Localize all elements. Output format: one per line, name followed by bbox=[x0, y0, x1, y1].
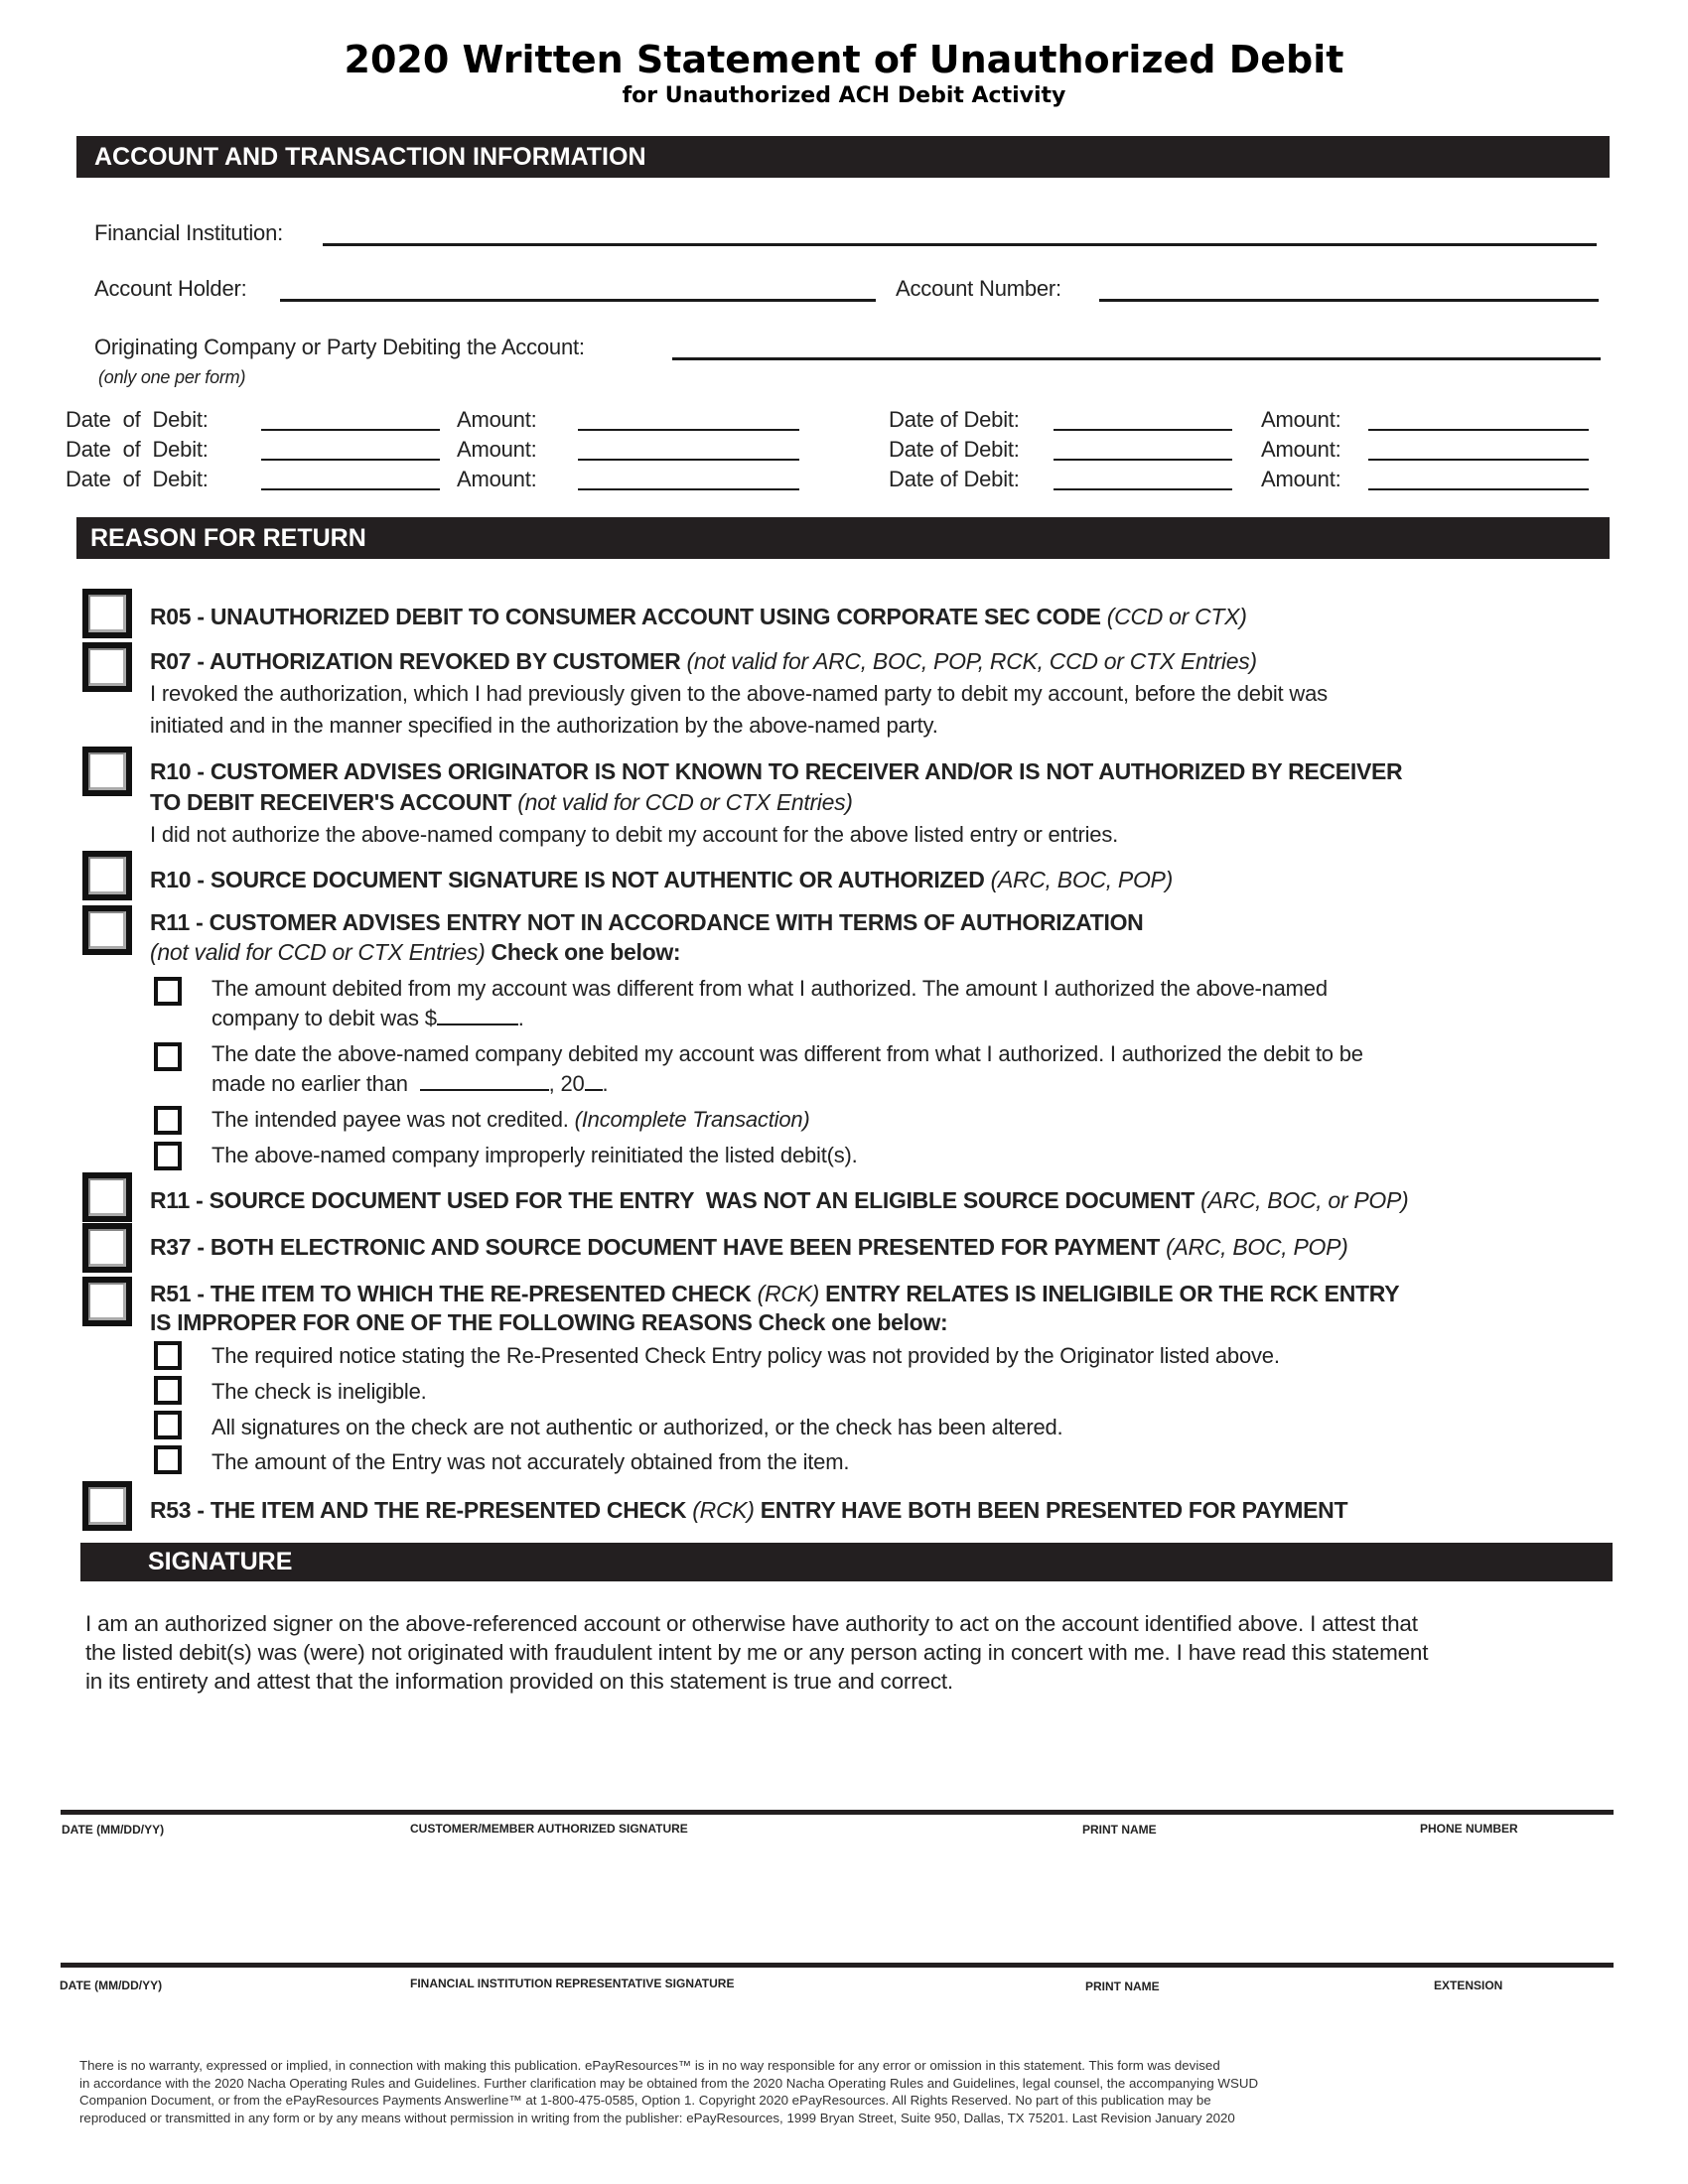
reason-note: (not valid for CCD or CTX Entries) bbox=[517, 789, 853, 815]
date-of-debit-field[interactable] bbox=[1054, 429, 1232, 431]
account-holder-field[interactable] bbox=[280, 299, 876, 302]
reason-checkbox-r07[interactable] bbox=[82, 642, 132, 692]
customer-print-name-label: PRINT NAME bbox=[1082, 1823, 1157, 1837]
institution-extension-label: EXTENSION bbox=[1434, 1979, 1503, 1992]
reason-note: (ARC, BOC, POP) bbox=[990, 867, 1173, 892]
authorized-amount-field[interactable] bbox=[437, 1008, 518, 1025]
reason-checkbox-r05[interactable] bbox=[82, 589, 132, 638]
reason-r51 bbox=[150, 1281, 1399, 1307]
reason-r11-terms-line2 bbox=[150, 939, 680, 966]
date-of-debit-label: Date of Debit: bbox=[889, 437, 1020, 462]
customer-signature-label: CUSTOMER/MEMBER AUTHORIZED SIGNATURE bbox=[410, 1822, 688, 1836]
reason-description: I revoked the authorization, which I had previously given to the above-named party to debit my account, before the debit was bbox=[150, 681, 1328, 706]
reason-note: (RCK) bbox=[692, 1497, 755, 1523]
reason-note: (CCD or CTX) bbox=[1106, 604, 1247, 629]
sub-option-text: The date the above-named company debited my account was different from what I authorized. I authorized the debit to be bbox=[211, 1041, 1363, 1066]
section-header-account bbox=[76, 136, 1610, 178]
check-one-label: Check one below: bbox=[758, 1309, 948, 1335]
sub-checkbox-date-different[interactable] bbox=[154, 1042, 182, 1071]
reason-r07 bbox=[150, 648, 1257, 675]
section-title: ACCOUNT AND TRANSACTION INFORMATION bbox=[94, 142, 646, 171]
sub-checkbox-improperly-reinitiated[interactable] bbox=[154, 1142, 182, 1170]
date-of-debit-field[interactable] bbox=[261, 459, 440, 461]
sub-option-suffix: . bbox=[517, 1006, 524, 1030]
section-header-signature bbox=[80, 1543, 1613, 1581]
sub-option-text-line2 bbox=[211, 1006, 524, 1031]
reason-checkbox-r10-signature[interactable] bbox=[82, 851, 132, 900]
reason-title-cont: ENTRY HAVE BOTH BEEN PRESENTED FOR PAYMENT bbox=[760, 1497, 1348, 1523]
sub-checkbox-check-ineligible[interactable] bbox=[154, 1376, 182, 1405]
reason-checkbox-r11-source-doc[interactable] bbox=[82, 1172, 132, 1222]
sub-option-year-prefix: , 20 bbox=[548, 1071, 585, 1096]
reason-r10-not-known bbox=[150, 758, 1402, 785]
sub-option-text: The above-named company improperly reinitiated the listed debit(s). bbox=[211, 1143, 858, 1167]
originating-company-label: Originating Company or Party Debiting the Account: bbox=[94, 335, 585, 359]
authorized-year-field[interactable] bbox=[585, 1073, 603, 1091]
institution-signature-line[interactable] bbox=[61, 1963, 1614, 1968]
reason-title: R10 - CUSTOMER ADVISES ORIGINATOR IS NOT KNOWN TO RECEIVER AND/OR IS NOT AUTHORIZED BY RECEIVER bbox=[150, 758, 1403, 784]
account-holder-label: Account Holder: bbox=[94, 276, 247, 301]
reason-r10-not-known-line2 bbox=[150, 789, 853, 816]
reason-r53 bbox=[150, 1497, 1347, 1524]
financial-institution-label: Financial Institution: bbox=[94, 220, 284, 245]
sub-checkbox-amount-different[interactable] bbox=[154, 977, 182, 1006]
sub-checkbox-payee-not-credited[interactable] bbox=[154, 1106, 182, 1135]
footer-line: There is no warranty, expressed or implied, in connection with making this publication. ePayResources™ is in no way responsible for any error or omission in this statement. This form was devised bbox=[79, 2058, 1220, 2073]
amount-label: Amount: bbox=[1261, 407, 1341, 432]
amount-field[interactable] bbox=[1368, 429, 1589, 431]
sub-option-text: The amount debited from my account was different from what I authorized. The amount I authorized the above-named bbox=[211, 976, 1328, 1001]
sub-option-text: The check is ineligible. bbox=[211, 1379, 427, 1404]
sub-option-note: (Incomplete Transaction) bbox=[574, 1107, 810, 1132]
date-of-debit-field[interactable] bbox=[261, 429, 440, 431]
reason-checkbox-r51[interactable] bbox=[82, 1277, 132, 1326]
sub-option-text bbox=[211, 1107, 810, 1133]
sub-option-prefix: made no earlier than bbox=[211, 1071, 408, 1096]
reason-title: TO DEBIT RECEIVER'S ACCOUNT bbox=[150, 789, 512, 815]
reason-title: R37 - BOTH ELECTRONIC AND SOURCE DOCUMENT HAVE BEEN PRESENTED FOR PAYMENT bbox=[150, 1234, 1161, 1260]
account-number-field[interactable] bbox=[1099, 299, 1599, 302]
reason-note: (not valid for CCD or CTX Entries) bbox=[150, 939, 486, 965]
institution-signature-label: FINANCIAL INSTITUTION REPRESENTATIVE SIGNATURE bbox=[410, 1977, 735, 1990]
amount-label: Amount: bbox=[457, 407, 537, 432]
page-subtitle: for Unauthorized ACH Debit Activity bbox=[622, 83, 1066, 108]
date-of-debit-label: Date of Debit: bbox=[66, 437, 209, 462]
section-header-reason bbox=[76, 517, 1610, 559]
reason-r10-signature bbox=[150, 867, 1173, 893]
reason-checkbox-r10-not-known[interactable] bbox=[82, 747, 132, 796]
date-of-debit-field[interactable] bbox=[1054, 459, 1232, 461]
page-title: 2020 Written Statement of Unauthorized Debit bbox=[344, 38, 1344, 81]
amount-label: Amount: bbox=[457, 467, 537, 491]
sub-option-text-line2 bbox=[211, 1071, 608, 1097]
customer-signature-line[interactable] bbox=[61, 1810, 1614, 1815]
amount-field[interactable] bbox=[578, 488, 799, 490]
institution-print-name-label: PRINT NAME bbox=[1085, 1979, 1160, 1993]
reason-r11-terms bbox=[150, 909, 1143, 936]
reason-title: R07 - AUTHORIZATION REVOKED BY CUSTOMER bbox=[150, 648, 681, 674]
reason-note: (RCK) bbox=[757, 1281, 820, 1306]
amount-field[interactable] bbox=[1368, 488, 1589, 490]
amount-field[interactable] bbox=[578, 429, 799, 431]
reason-r51-line2 bbox=[150, 1309, 947, 1336]
reason-checkbox-r37[interactable] bbox=[82, 1223, 132, 1273]
institution-date-label: DATE (MM/DD/YY) bbox=[60, 1979, 163, 1992]
reason-note: (ARC, BOC, POP) bbox=[1166, 1234, 1348, 1260]
sub-checkbox-signatures-not-authentic[interactable] bbox=[154, 1411, 182, 1439]
originating-company-note: (only one per form) bbox=[98, 367, 246, 387]
sub-option-suffix: . bbox=[602, 1071, 609, 1096]
reason-title: R10 - SOURCE DOCUMENT SIGNATURE IS NOT AUTHENTIC OR AUTHORIZED bbox=[150, 867, 985, 892]
section-title: REASON FOR RETURN bbox=[90, 523, 366, 552]
date-of-debit-label: Date of Debit: bbox=[889, 467, 1020, 491]
reason-note: (ARC, BOC, or POP) bbox=[1200, 1187, 1409, 1213]
attestation-text: I am an authorized signer on the above-referenced account or otherwise have authority to act on the account identified above. I attest that bbox=[85, 1611, 1418, 1636]
date-of-debit-field[interactable] bbox=[261, 488, 440, 490]
customer-date-label: DATE (MM/DD/YY) bbox=[62, 1823, 165, 1837]
check-one-label: Check one below: bbox=[491, 939, 681, 965]
amount-label: Amount: bbox=[1261, 437, 1341, 462]
date-of-debit-label: Date of Debit: bbox=[66, 407, 209, 432]
reason-note: (not valid for ARC, BOC, POP, RCK, CCD or CTX Entries) bbox=[686, 648, 1257, 674]
reason-title: R05 - UNAUTHORIZED DEBIT TO CONSUMER ACCOUNT USING CORPORATE SEC CODE bbox=[150, 604, 1101, 629]
sub-option-main: The intended payee was not credited. bbox=[211, 1107, 569, 1132]
footer-line: reproduced or transmitted in any form or by any means without permission in writing from the publisher: ePayResources, 1999 Bryan Street, Suite 950, Dallas, TX 75201. Last Revision January 2020 bbox=[79, 2110, 1235, 2125]
footer-line: in accordance with the 2020 Nacha Operating Rules and Guidelines. Further clarification may be obtained from the 2020 Nacha Operating Rules and Guidelines, legal counsel, the accompanying WSUD bbox=[79, 2075, 1259, 2091]
reason-checkbox-r11-terms[interactable] bbox=[82, 905, 132, 955]
amount-field[interactable] bbox=[578, 459, 799, 461]
date-of-debit-label: Date of Debit: bbox=[889, 407, 1020, 432]
reason-r11-source-doc bbox=[150, 1187, 1408, 1214]
reason-title-cont: ENTRY RELATES IS INELIGIBILE OR THE RCK ENTRY bbox=[825, 1281, 1400, 1306]
sub-option-prefix: company to debit was $ bbox=[211, 1006, 437, 1030]
sub-option-text: The required notice stating the Re-Presented Check Entry policy was not provided by the Originator listed above. bbox=[211, 1343, 1280, 1368]
section-title: SIGNATURE bbox=[148, 1548, 293, 1575]
attestation-text: the listed debit(s) was (were) not originated with fraudulent intent by me or any person acting in concert with me. I have read this statement bbox=[85, 1640, 1429, 1665]
account-number-label: Account Number: bbox=[896, 276, 1061, 301]
reason-description: initiated and in the manner specified in the authorization by the above-named party. bbox=[150, 713, 938, 738]
customer-phone-label: PHONE NUMBER bbox=[1420, 1822, 1518, 1836]
footer-disclaimer bbox=[79, 2057, 1609, 2126]
amount-field[interactable] bbox=[1368, 459, 1589, 461]
sub-option-text: The amount of the Entry was not accurately obtained from the item. bbox=[211, 1449, 850, 1474]
reason-title: IS IMPROPER FOR ONE OF THE FOLLOWING REASONS bbox=[150, 1309, 753, 1335]
reason-description: I did not authorize the above-named company to debit my account for the above listed entry or entries. bbox=[150, 822, 1119, 847]
reason-checkbox-r53[interactable] bbox=[82, 1481, 132, 1531]
sub-checkbox-amount-inaccurate[interactable] bbox=[154, 1445, 182, 1474]
financial-institution-field[interactable] bbox=[323, 243, 1597, 246]
sub-option-text: All signatures on the check are not authentic or authorized, or the check has been altered. bbox=[211, 1415, 1063, 1439]
attestation-text: in its entirety and attest that the information provided on this statement is true and correct. bbox=[85, 1669, 953, 1694]
reason-title: R11 - CUSTOMER ADVISES ENTRY NOT IN ACCORDANCE WITH TERMS OF AUTHORIZATION bbox=[150, 909, 1144, 935]
reason-r37 bbox=[150, 1234, 1347, 1261]
footer-line: Companion Document, or from the ePayResources Payments Answerline™ at 1-800-475-0585, Option 1. Copyright 2020 ePayResources. All Rights Reserved. No part of this publication may be bbox=[79, 2093, 1211, 2108]
reason-title: R53 - THE ITEM AND THE RE-PRESENTED CHECK bbox=[150, 1497, 687, 1523]
reason-r05 bbox=[150, 604, 1247, 630]
amount-label: Amount: bbox=[1261, 467, 1341, 491]
sub-checkbox-notice-not-provided[interactable] bbox=[154, 1341, 182, 1370]
amount-label: Amount: bbox=[457, 437, 537, 462]
date-of-debit-field[interactable] bbox=[1054, 488, 1232, 490]
originating-company-field[interactable] bbox=[672, 357, 1601, 360]
reason-title: R51 - THE ITEM TO WHICH THE RE-PRESENTED CHECK bbox=[150, 1281, 752, 1306]
date-of-debit-label: Date of Debit: bbox=[66, 467, 209, 491]
authorized-date-field[interactable] bbox=[420, 1073, 549, 1091]
reason-title: R11 - SOURCE DOCUMENT USED FOR THE ENTRY WAS NOT AN ELIGIBLE SOURCE DOCUMENT bbox=[150, 1187, 1196, 1213]
